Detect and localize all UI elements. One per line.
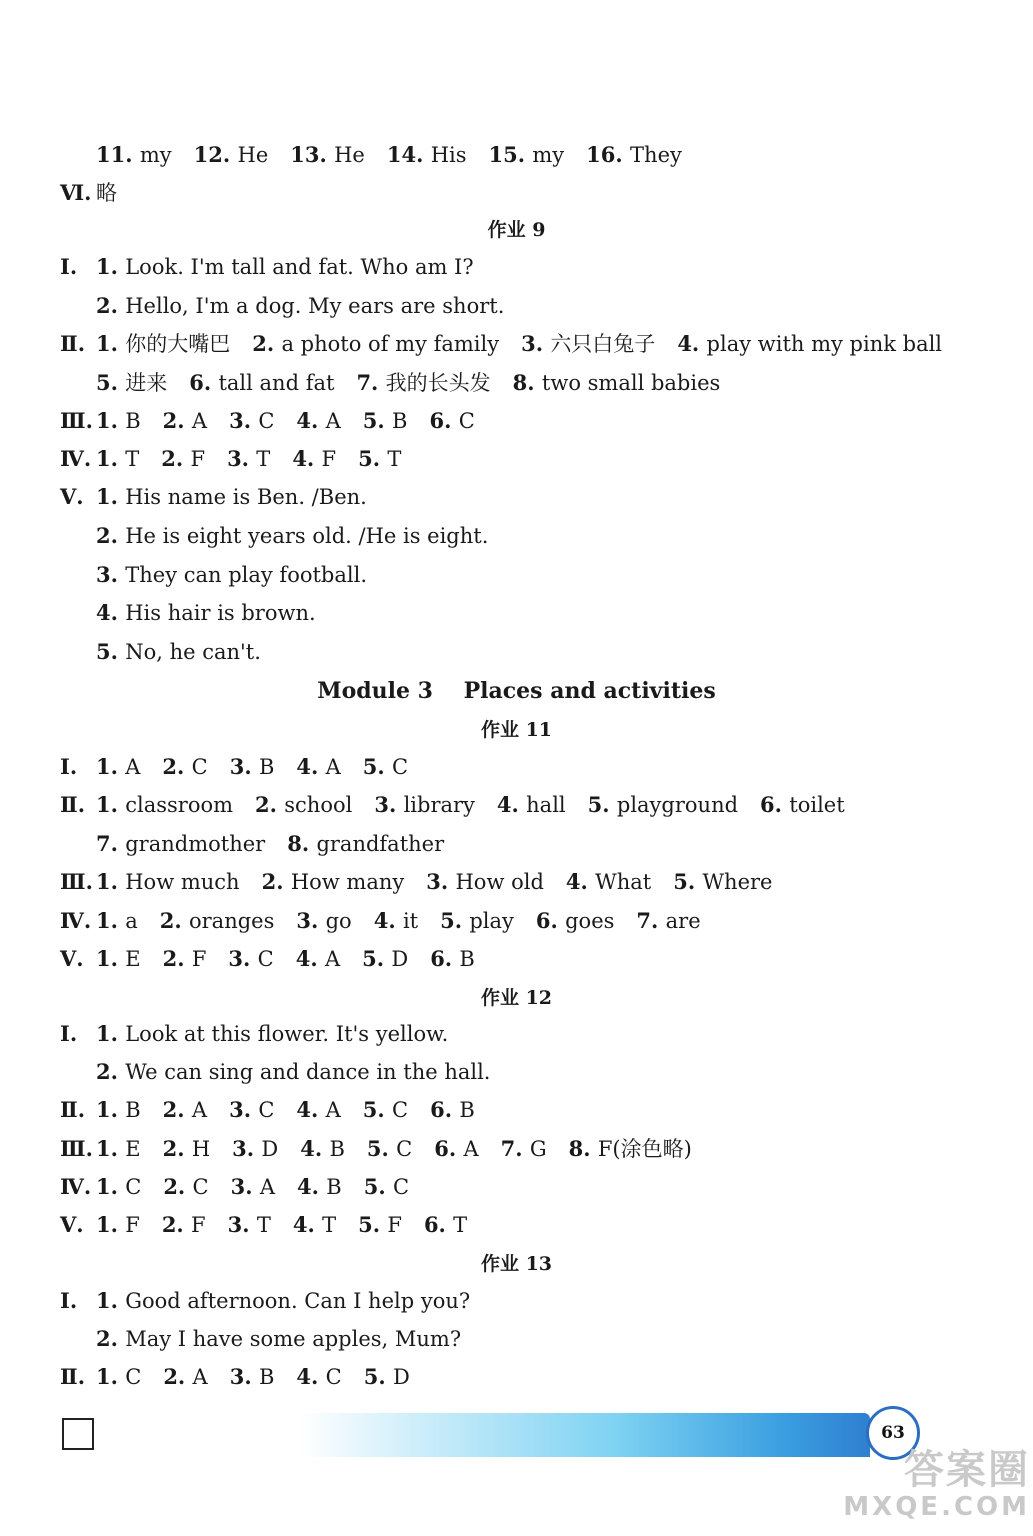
answer-item: 4. it [373,908,419,933]
footer-gradient-bar [300,1413,870,1457]
answer-item: 3. 六只白兔子 [521,331,656,356]
answer-item: 4. B [300,1136,345,1161]
answer-text: 3. They can play football. [96,562,368,587]
homework-heading-text: 作业 13 [480,1253,553,1275]
answer-line [60,252,474,282]
answer-item: 6. goes [535,908,615,933]
corner-square [62,1418,94,1450]
answer-item: 11. my [96,142,172,167]
answer-item: 3. How old [426,869,544,894]
section-numeral: Ⅰ. [60,754,78,779]
answer-item: 5. C [366,1136,413,1161]
answer-item: 7. 我的长头发 [356,370,491,395]
answer-item: 5. D [362,946,409,971]
answer-item: 4. F [292,446,337,471]
answer-item: 5. D [363,1364,410,1389]
answer-line [96,1324,461,1354]
answer-item: 2. C [162,754,208,779]
answer-item: 3. T [227,1212,271,1237]
section-numeral: Ⅱ. [60,1364,86,1389]
answer-item: 1. a [96,908,138,933]
answer-item: 8. grandfather [287,831,445,856]
answer-line [96,1057,490,1087]
answer-item: 2. A [162,408,208,433]
answer-item: 6. toilet [760,792,845,817]
answer-line [60,790,867,820]
answer-item: 5. 进来 [96,370,168,395]
answer-item: 3. B [229,1364,275,1389]
answer-text: 略 [96,181,117,205]
answer-line [60,178,117,208]
answer-item: 16. They [586,142,682,167]
answer-item: 5. playground [587,792,739,817]
answer-item: 2. oranges [159,908,275,933]
answer-line [60,906,723,936]
answer-item: 3. T [227,446,271,471]
answer-line [60,482,367,512]
answer-item: 1. F [96,1212,140,1237]
answer-item: 2. C [163,1174,209,1199]
answer-line [60,1172,431,1202]
answer-line [96,637,261,667]
answer-item: 1. T [96,446,140,471]
answer-text: 2. Hello, I'm a dog. My ears are short. [96,293,505,318]
answer-item: 7. are [636,908,701,933]
homework-heading-text: 作业 11 [480,719,553,741]
answer-item: 1. B [96,1097,141,1122]
answer-item: 1. classroom [96,792,234,817]
answer-item: 3. C [229,408,275,433]
module-title [0,676,1033,706]
answer-item: 4. A [296,754,341,779]
homework-heading [0,214,1033,244]
watermark-logo-text: 答案圈 [904,1447,1030,1493]
section-numeral: Ⅱ. [60,331,86,356]
section-numeral: Ⅰ. [60,1021,78,1046]
answer-line [96,598,316,628]
section-numeral: Ⅴ. [60,1212,84,1237]
answer-item: 1. 你的大嘴巴 [96,331,231,356]
answer-item: 5. play [440,908,514,933]
section-numeral: Ⅲ. [60,1136,93,1161]
answer-item: 3. C [228,946,274,971]
watermark-domain: MXQE.COM [843,1492,1030,1522]
answer-line [60,1210,489,1240]
page-number: 63 [866,1406,920,1460]
answer-line [60,1134,714,1164]
answer-item: 4. A [295,946,341,971]
answer-item: 5. C [362,1097,409,1122]
answer-item: 15. my [488,142,565,167]
answer-item: 1. E [96,946,141,971]
answer-item: 1. E [96,1136,141,1161]
answer-item: 3. D [232,1136,279,1161]
answer-item: 4. A [296,1097,341,1122]
answer-item: 2. school [255,792,353,817]
homework-heading [0,1248,1033,1278]
answer-line [96,291,504,321]
answer-item: 8. two small babies [512,370,721,395]
answer-item: 1. C [96,1174,142,1199]
answer-item: 6. A [434,1136,479,1161]
answer-item: 4. B [297,1174,342,1199]
answer-line [60,867,794,897]
answer-item: 2. F [162,946,207,971]
watermark [840,1448,1030,1528]
answer-item: 2. A [163,1364,208,1389]
module-title-text: Module 3 Places and activities [317,678,716,704]
answer-line [60,406,497,436]
answer-item: 5. C [362,754,409,779]
answer-item: 12. He [193,142,269,167]
answer-item: 13. He [290,142,365,167]
answer-line [96,368,742,398]
answer-item: 7. G [500,1136,547,1161]
answer-item: 3. go [296,908,352,933]
section-numeral: Ⅱ. [60,1097,86,1122]
answer-item: 6. C [429,408,475,433]
answer-item: 6. T [423,1212,468,1237]
homework-heading [0,714,1033,744]
answer-item: 1. A [96,754,141,779]
answer-item: 4. What [565,869,652,894]
answer-item: 4. play with my pink ball [677,331,943,356]
homework-heading-text: 作业 12 [480,987,553,1009]
answer-line [60,1019,448,1049]
answer-text: 4. His hair is brown. [96,600,316,625]
answer-line [96,521,488,551]
homework-heading [0,982,1033,1012]
answer-line [60,1095,497,1125]
answer-item: 5. C [363,1174,410,1199]
answer-item: 1. C [96,1364,142,1389]
answer-line [60,944,497,974]
answer-line [60,329,964,359]
answer-line [60,1286,470,1316]
answer-item: 4. A [296,408,341,433]
section-numeral: Ⅴ. [60,484,84,509]
answer-item: 6. B [430,946,475,971]
answer-item: 2. H [162,1136,211,1161]
answer-item: 2. F [161,446,206,471]
section-numeral: Ⅲ. [60,869,93,894]
section-numeral: Ⅴ. [60,946,84,971]
answer-line [96,829,466,859]
answer-item: 8. F(涂色略) [568,1136,692,1161]
answer-item: 5. Where [673,869,773,894]
answer-item: 2. A [162,1097,208,1122]
answer-line [60,752,430,782]
answer-text: 1. Good afternoon. Can I help you? [96,1288,471,1313]
section-numeral: Ⅰ. [60,254,78,279]
answer-item: 3. B [229,754,275,779]
answer-item: 2. F [161,1212,206,1237]
answer-item: 5. B [362,408,408,433]
answer-item: 5. F [358,1212,402,1237]
answer-item: 4. C [296,1364,342,1389]
section-numeral: Ⅳ. [60,446,92,471]
answer-item: 4. T [292,1212,337,1237]
answer-item: 3. library [374,792,475,817]
section-numeral: Ⅳ. [60,908,92,933]
answer-text: 2. May I have some apples, Mum? [96,1326,462,1351]
answer-item: 1. B [96,408,141,433]
section-numeral: Ⅱ. [60,792,86,817]
section-numeral: Ⅰ. [60,1288,78,1313]
answer-item: 5. T [358,446,402,471]
section-numeral: Ⅳ. [60,1174,92,1199]
section-numeral: Ⅵ. [60,180,92,205]
answer-item: 2. a photo of my family [252,331,500,356]
answer-item: 7. grandmother [96,831,266,856]
section-numeral: Ⅲ. [60,408,93,433]
answer-line [60,1362,432,1392]
answer-item: 1. How much [96,869,240,894]
homework-heading-text: 作业 9 [487,219,546,241]
answer-item: 4. hall [496,792,566,817]
answer-item: 3. C [229,1097,275,1122]
answer-item: 6. B [430,1097,475,1122]
answer-item: 6. tall and fat [189,370,335,395]
answer-text: 1. Look. I'm tall and fat. Who am I? [96,254,474,279]
answer-text: 1. Look at this flower. It's yellow. [96,1021,449,1046]
answer-text: 5. No, he can't. [96,639,261,664]
answer-text: 2. He is eight years old. /He is eight. [96,523,489,548]
answer-item: 14. His [386,142,467,167]
answer-text: 1. His name is Ben. /Ben. [96,484,367,509]
answer-item: 2. How many [261,869,405,894]
answer-item: 3. A [230,1174,276,1199]
answer-line [96,560,367,590]
answer-line [60,444,423,474]
answer-line [96,140,704,170]
answer-text: 2. We can sing and dance in the hall. [96,1059,491,1084]
